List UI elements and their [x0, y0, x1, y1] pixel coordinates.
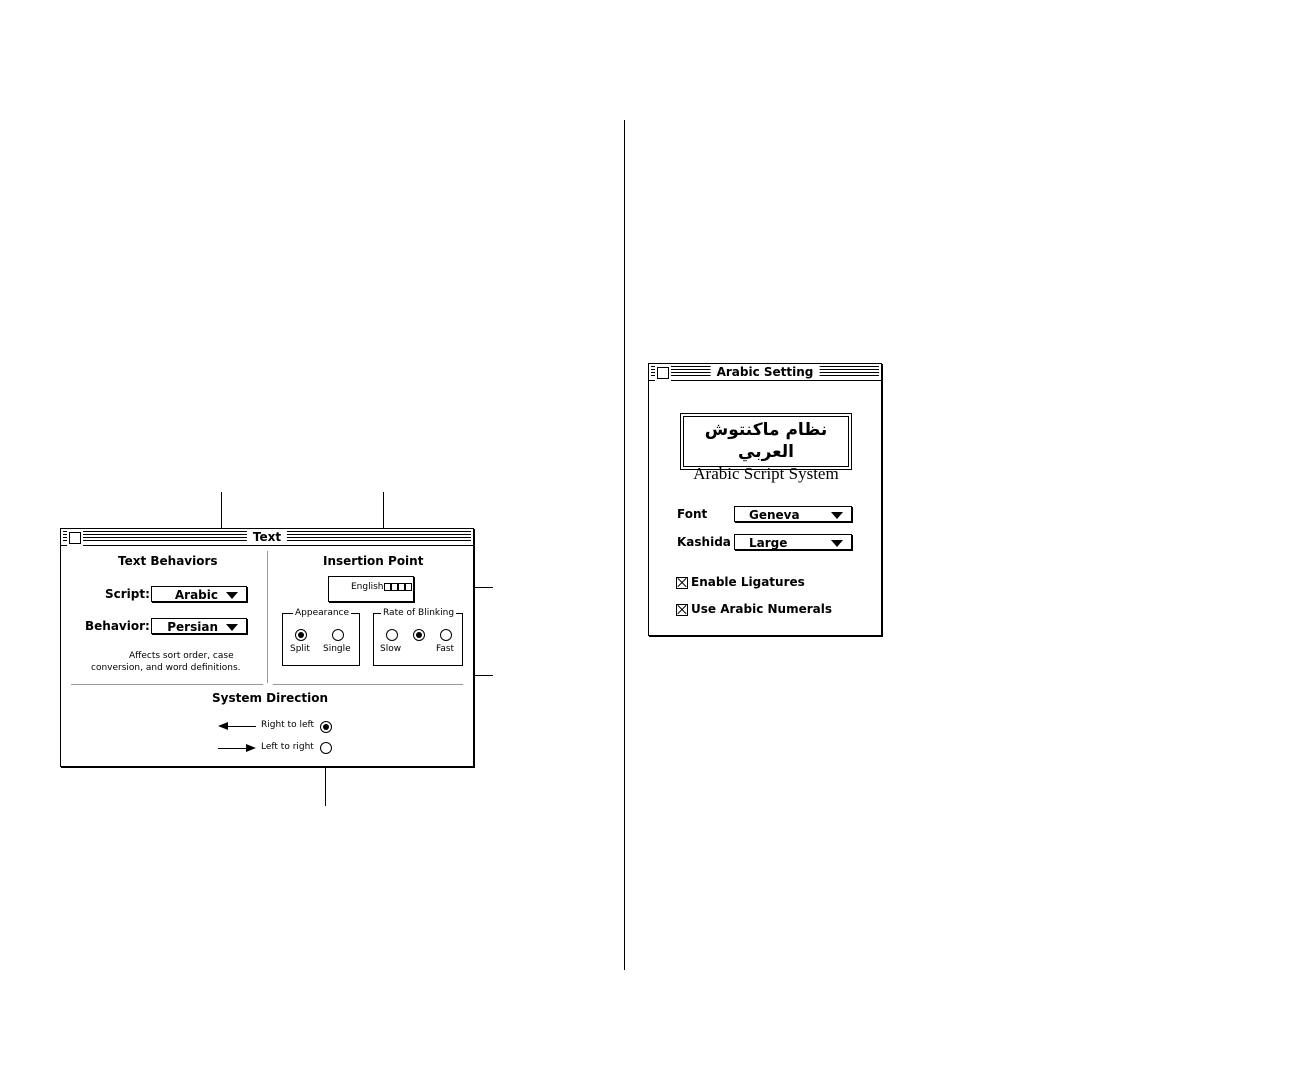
arabic-numerals-checkbox[interactable]	[676, 604, 688, 616]
rtl-radio[interactable]	[320, 721, 332, 733]
kashida-value: Large	[749, 536, 788, 550]
behavior-value: Persian	[167, 620, 218, 634]
title-bar[interactable]	[649, 364, 881, 381]
blinking-rate-group-label: Rate of Blinking	[383, 608, 455, 618]
script-value: Arabic	[174, 588, 218, 602]
arabic-numerals-label: Use Arabic Numerals	[691, 602, 832, 616]
ltr-label: Left to right	[261, 742, 314, 752]
text-behaviors-heading: Text Behaviors	[118, 554, 218, 568]
blinking-slow-label: Slow	[380, 644, 402, 654]
chevron-down-icon	[226, 624, 238, 631]
insertion-sample-text: English	[351, 582, 384, 592]
font-popup[interactable]	[734, 506, 852, 522]
horizontal-separator-left	[71, 684, 263, 685]
ltr-radio[interactable]	[320, 742, 332, 754]
chevron-down-icon	[831, 540, 843, 547]
vertical-separator	[267, 551, 268, 683]
arabic-setting-window	[648, 363, 882, 636]
sample-glyph-box-1	[384, 583, 391, 591]
enable-ligatures-label: Enable Ligatures	[691, 575, 805, 589]
system-direction-heading: System Direction	[212, 691, 329, 705]
appearance-split-label: Split	[290, 644, 310, 654]
close-box[interactable]	[657, 367, 669, 379]
arrow-left-shaft	[226, 726, 256, 727]
banner-english-text: Arabic Script System	[693, 464, 839, 483]
sample-glyph-box-4	[405, 583, 412, 591]
behavior-note-line1: Affects sort order, case	[129, 651, 234, 661]
window-title: Text	[247, 530, 287, 545]
enable-ligatures-checkbox[interactable]	[676, 577, 688, 589]
rtl-label: Right to left	[261, 720, 315, 730]
banner-arabic-text: نظام ماكنتوش العربي	[704, 420, 828, 462]
close-box[interactable]	[69, 532, 81, 544]
blinking-medium-radio[interactable]	[413, 629, 425, 641]
appearance-split-radio[interactable]	[295, 629, 307, 641]
arrow-right-shaft	[218, 748, 248, 749]
page-divider	[624, 120, 625, 970]
chevron-down-icon	[831, 512, 843, 519]
arabic-script-banner	[680, 413, 852, 483]
blinking-fast-radio[interactable]	[440, 629, 452, 641]
insertion-sample-box	[328, 576, 414, 602]
blinking-rate-group	[373, 608, 463, 666]
text-control-panel-window	[60, 528, 474, 767]
behavior-note-line2: conversion, and word definitions.	[91, 663, 241, 673]
appearance-group	[282, 608, 360, 666]
script-label: Script:	[105, 587, 150, 601]
sample-glyph-box-2	[391, 583, 398, 591]
font-label: Font	[677, 507, 708, 521]
chevron-down-icon	[226, 592, 238, 599]
window-title: Arabic Setting	[711, 365, 820, 380]
title-bar[interactable]	[61, 529, 473, 546]
insertion-point-heading: Insertion Point	[323, 554, 424, 568]
kashida-popup[interactable]	[734, 534, 852, 550]
blinking-slow-radio[interactable]	[386, 629, 398, 641]
appearance-single-radio[interactable]	[332, 629, 344, 641]
font-value: Geneva	[749, 508, 800, 522]
appearance-group-label: Appearance	[295, 608, 350, 618]
kashida-label: Kashida	[677, 535, 731, 549]
sample-glyph-box-3	[398, 583, 405, 591]
script-popup[interactable]	[151, 586, 247, 602]
arrow-right-icon	[246, 744, 256, 752]
behavior-label: Behavior:	[85, 619, 150, 633]
appearance-single-label: Single	[323, 644, 351, 654]
behavior-popup[interactable]	[151, 618, 247, 634]
blinking-fast-label: Fast	[436, 644, 455, 654]
horizontal-separator-right	[273, 684, 463, 685]
